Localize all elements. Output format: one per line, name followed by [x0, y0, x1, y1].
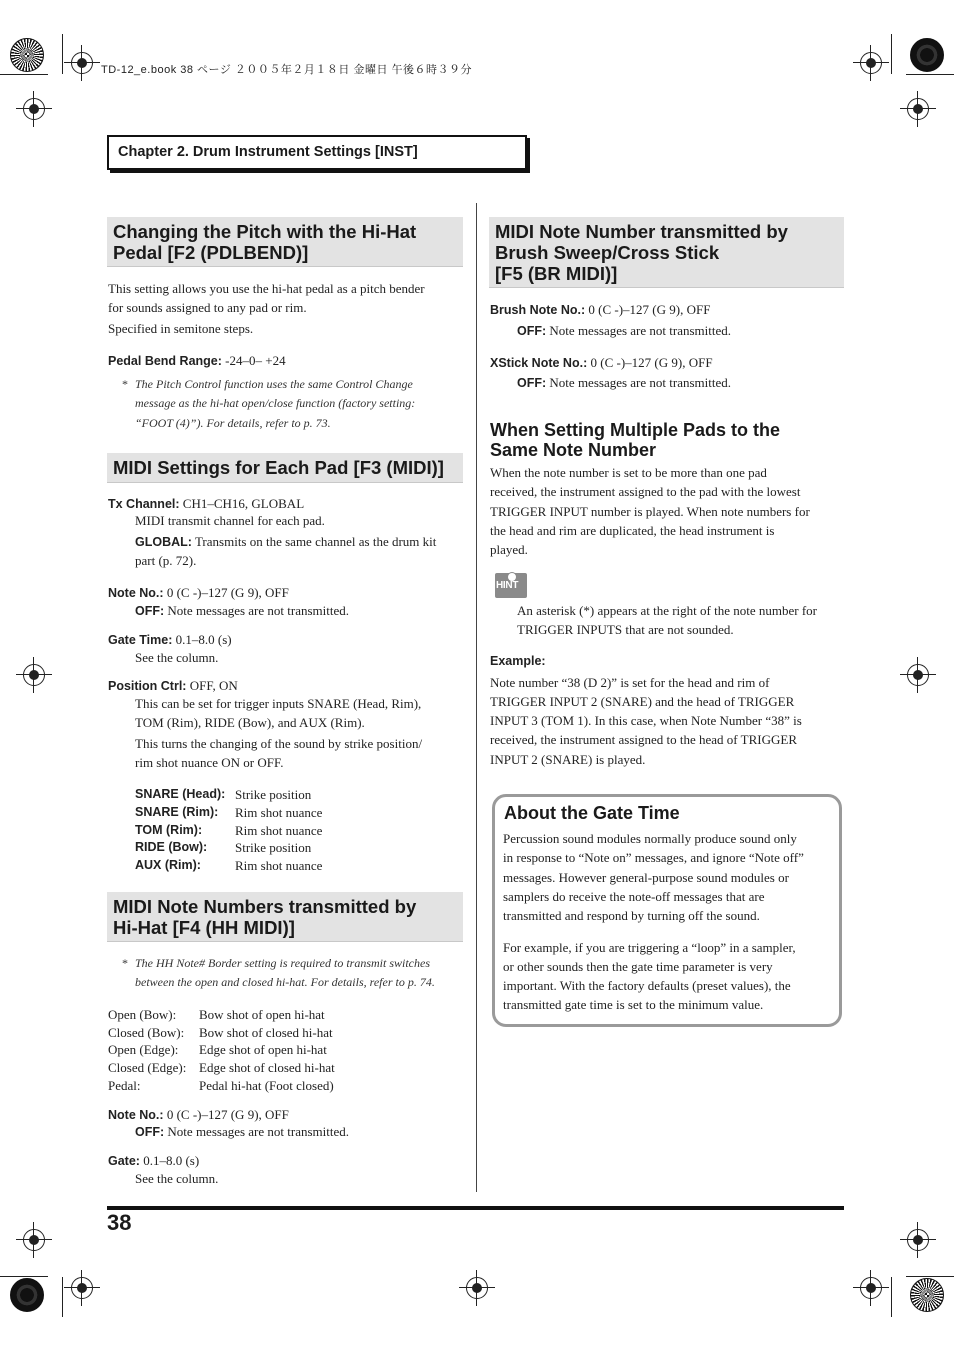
- table-value: Bow shot of closed hi-hat: [199, 1025, 333, 1040]
- table-value: Rim shot nuance: [235, 805, 323, 820]
- table-key: Open (Edge):: [108, 1042, 179, 1057]
- param-note-no: Note No.: 0 (C -)–127 (G 9), OFF: [108, 1107, 289, 1122]
- registration-mark-icon: [23, 98, 45, 120]
- table-value: Pedal hi-hat (Foot closed): [199, 1078, 334, 1093]
- param-off: OFF: Note messages are not transmitted.: [135, 1124, 350, 1139]
- note-text: The HH Note# Border setting is required to transmit switches: [135, 956, 430, 970]
- registration-mark-icon: [907, 98, 929, 120]
- registration-mark-icon: [907, 1229, 929, 1251]
- note-text: between the open and closed hi-hat. For details, refer to p. 74.: [135, 975, 435, 989]
- crop-mark: [906, 74, 954, 75]
- body-text: This turns the changing of the sound by strike position/: [135, 736, 423, 751]
- registration-starburst-icon: [10, 38, 44, 72]
- registration-mark-icon: [23, 1229, 45, 1251]
- registration-mark-icon: [860, 52, 882, 74]
- registration-mark-icon: [860, 1277, 882, 1299]
- registration-mark-icon: [907, 664, 929, 686]
- table-value: Edge shot of closed hi-hat: [199, 1060, 335, 1075]
- table-value: Rim shot nuance: [235, 823, 323, 838]
- body-text: See the column.: [135, 1171, 219, 1186]
- column-text: Percussion sound modules normally produce sound only: [503, 831, 797, 846]
- body-text: for sounds assigned to any pad or rim.: [108, 300, 307, 315]
- note-text: message as the hi-hat open/close function (factory setting:: [135, 396, 416, 410]
- crop-mark: [891, 1277, 892, 1317]
- body-text: This can be set for trigger inputs SNARE (Head, Rim),: [135, 696, 422, 711]
- column-text: or other sounds then the gate time parameter is very: [503, 959, 773, 974]
- crop-mark: [891, 34, 892, 74]
- param-position-ctrl: Position Ctrl: OFF, ON: [108, 678, 238, 693]
- table-key: TOM (Rim):: [135, 823, 203, 837]
- body-text: part (p. 72).: [135, 553, 197, 568]
- section-hh-heading: MIDI Note Numbers transmitted by Hi-Hat [F4 (HH MIDI)]: [107, 892, 463, 942]
- table-key: RIDE (Bow):: [135, 840, 208, 854]
- crop-mark: [62, 1277, 63, 1317]
- column-text: important. With the factory defaults (preset values), the: [503, 978, 791, 993]
- body-text: received, the instrument assigned to the pad with the lowest: [490, 484, 801, 499]
- example-text: Note number “38 (D 2)” is set for the head and rim of: [490, 675, 770, 690]
- example-text: TRIGGER INPUT 2 (SNARE) and the head of TRIGGER: [490, 694, 795, 709]
- column-text: in response to “Note on” messages, and ignore “Note off”: [503, 850, 804, 865]
- column-text: transmitted gate time is set to the minimum value.: [503, 997, 764, 1012]
- table-key: Closed (Bow):: [108, 1025, 185, 1040]
- column-text: transmitted and respond by turning off the sound.: [503, 908, 760, 923]
- table-key: Closed (Edge):: [108, 1060, 187, 1075]
- param-off: OFF: Note messages are not transmitted.: [517, 323, 732, 338]
- param-gate: Gate: 0.1–8.0 (s): [108, 1153, 200, 1168]
- example-text: INPUT 2 (SNARE) is played.: [490, 752, 646, 767]
- table-key: Open (Bow):: [108, 1007, 177, 1022]
- table-key: Pedal:: [108, 1078, 141, 1093]
- body-text: TRIGGER INPUT number is played. When note numbers for: [490, 504, 810, 519]
- registration-starburst-icon: [910, 1278, 944, 1312]
- param-pedal-bend-range: Pedal Bend Range: -24–0– +24: [108, 353, 286, 368]
- registration-mark-icon: [466, 1277, 488, 1299]
- section-br-heading: MIDI Note Number transmitted by Brush Sweep/Cross Stick [F5 (BR MIDI)]: [489, 217, 844, 288]
- param-gate-time: Gate Time: 0.1–8.0 (s): [108, 632, 232, 647]
- body-text: MIDI transmit channel for each pad.: [135, 513, 325, 528]
- registration-mark-icon: [71, 52, 93, 74]
- gate-time-column: [492, 794, 842, 1027]
- example-text: INPUT 3 (TOM 1). In this case, when Note Number “38” is: [490, 713, 802, 728]
- body-text: played.: [490, 542, 528, 557]
- column-text: samplers do receive the note-off messages that are: [503, 889, 765, 904]
- multi-pads-heading: When Setting Multiple Pads to the Same Note Number: [490, 420, 780, 460]
- example-label: Example:: [490, 654, 546, 668]
- section-midi-heading: MIDI Settings for Each Pad [F3 (MIDI)]: [107, 453, 463, 483]
- chapter-title: Chapter 2. Drum Instrument Settings [INST]: [118, 144, 418, 160]
- column-text: messages. However general-purpose sound modules or: [503, 870, 789, 885]
- table-key: AUX (Rim):: [135, 858, 201, 872]
- param-xstick-note-no: XStick Note No.: 0 (C -)–127 (G 9), OFF: [490, 355, 713, 370]
- file-header: TD-12_e.book 38 ページ ２００５年２月１８日 金曜日 午後６時３９分: [101, 64, 473, 76]
- registration-starburst-icon: [910, 38, 944, 72]
- body-text: TOM (Rim), RIDE (Bow), and AUX (Rim).: [135, 715, 365, 730]
- hint-text: TRIGGER INPUTS that are not sounded.: [517, 622, 734, 637]
- section-pitch-heading: Changing the Pitch with the Hi-Hat Pedal [F2 (PDLBEND)]: [107, 217, 463, 267]
- hint-icon: HINT: [495, 573, 527, 598]
- body-text: This setting allows you use the hi-hat pedal as a pitch bender: [108, 281, 425, 296]
- registration-starburst-icon: [10, 1278, 44, 1312]
- hint-text: An asterisk (*) appears at the right of the note number for: [517, 603, 817, 618]
- param-off: OFF: Note messages are not transmitted.: [517, 375, 732, 390]
- registration-mark-icon: [71, 1277, 93, 1299]
- param-brush-note-no: Brush Note No.: 0 (C -)–127 (G 9), OFF: [490, 302, 711, 317]
- registration-mark-icon: [23, 664, 45, 686]
- example-text: received, the instrument assigned to the head of TRIGGER: [490, 732, 797, 747]
- chapter-header: [107, 135, 527, 170]
- body-text: When the note number is set to be more than one pad: [490, 465, 767, 480]
- column-text: For example, if you are triggering a “loop” in a sampler,: [503, 940, 796, 955]
- body-text: See the column.: [135, 650, 219, 665]
- param-note-no: Note No.: 0 (C -)–127 (G 9), OFF: [108, 585, 289, 600]
- note-asterisk: *: [122, 377, 128, 391]
- table-value: Rim shot nuance: [235, 858, 323, 873]
- body-text: Specified in semitone steps.: [108, 321, 254, 336]
- page-number: 38: [107, 1210, 132, 1235]
- body-text: rim shot nuance ON or OFF.: [135, 755, 284, 770]
- table-key: SNARE (Rim):: [135, 805, 219, 819]
- note-text: The Pitch Control function uses the same Control Change: [135, 377, 413, 391]
- table-value: Strike position: [235, 787, 312, 802]
- crop-mark: [62, 34, 63, 74]
- table-value: Bow shot of open hi-hat: [199, 1007, 325, 1022]
- table-key: SNARE (Head):: [135, 787, 226, 801]
- table-value: Strike position: [235, 840, 312, 855]
- body-text: the head and rim are duplicated, the head instrument is: [490, 523, 775, 538]
- crop-mark: [906, 1276, 954, 1277]
- table-value: Edge shot of open hi-hat: [199, 1042, 327, 1057]
- param-tx-channel: Tx Channel: CH1–CH16, GLOBAL: [108, 496, 305, 511]
- note-text: “FOOT (4)”). For details, refer to p. 73.: [135, 416, 331, 430]
- crop-mark: [0, 1276, 48, 1277]
- param-off: OFF: Note messages are not transmitted.: [135, 603, 350, 618]
- param-global: GLOBAL: Transmits on the same channel as the drum kit: [135, 534, 437, 549]
- crop-mark: [0, 74, 48, 75]
- column-divider: [476, 203, 477, 1192]
- footer-rule: [107, 1206, 844, 1210]
- note-asterisk: *: [122, 956, 128, 970]
- gate-time-title: About the Gate Time: [504, 803, 680, 823]
